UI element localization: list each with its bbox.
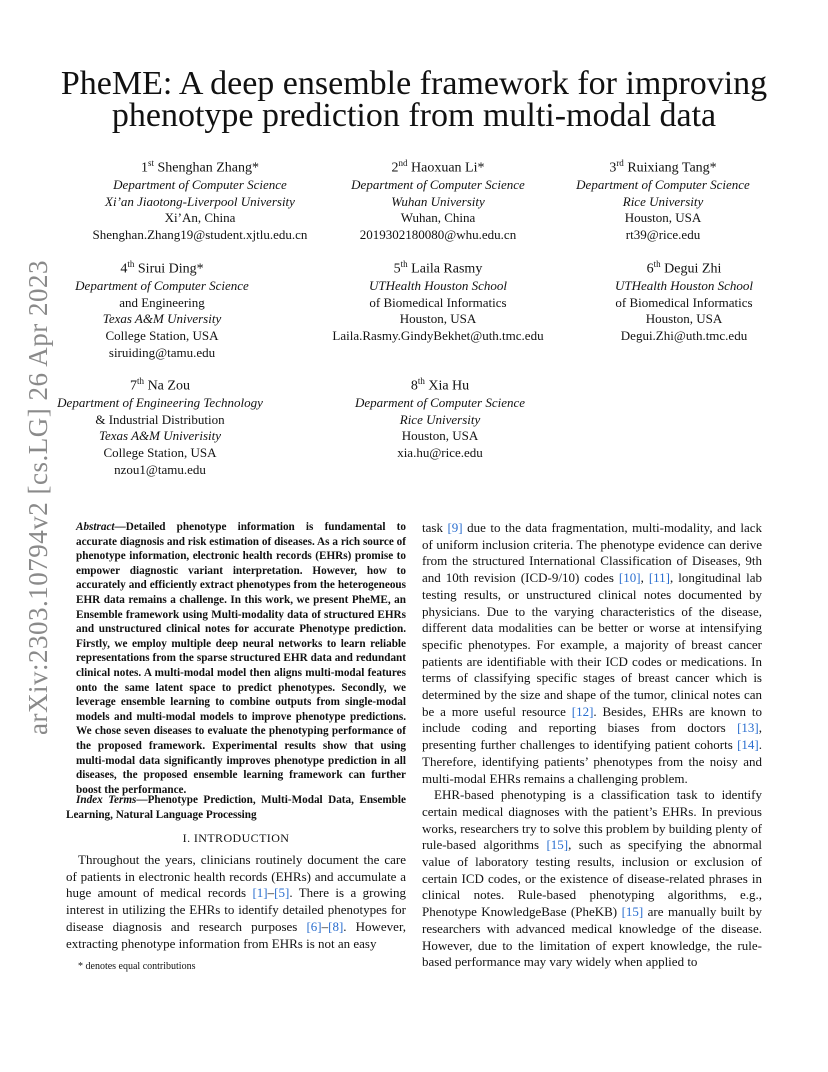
author-affiliation-line: Houston, USA [645,311,723,327]
author-affiliation-line: siruiding@tamu.edu [108,344,216,360]
author-name [30,373,290,395]
author-affiliation-line: Department of Computer Science [576,177,750,193]
author-ordinal: 4 [120,261,128,277]
title-line-2: phenotype prediction from multi-modal data [111,97,717,134]
author-name-text: Xia Hu [424,378,470,394]
author-affiliation-line: nzou1@tamu.edu [114,461,206,477]
author-affiliation-line: Texas A&M Univerisity [98,428,222,444]
body-text: due to the data fragmentation, multi-modality, and lack of uniform inclusion criteria. The phenotype evidence can derive from the structured International Classification of Diseases, 9th and 10th revision (ICD-9/10) codes [422,520,762,586]
author-affiliation-line: College Station, USA [105,328,219,344]
author-ordinal-suffix: th [400,259,408,269]
author-ordinal-suffix: th [417,376,425,386]
abstract-text: —Detailed phenotype information is fundamental to accurate diagnosis and risk estimation of diseases. As a rich source of phenotype information, electronic health records (EHRs) promise to empower diagnostic variant interpretation. However, how to accurately and efficiently extract phenotypes from the heterogeneous EHR data remains a challenge. In this work, we present PheME, an Ensemble framework using Multi-modality data of structured EHRs and unstructured clinical notes for accurate Phenotype prediction. Firstly, we employ multiple deep neural networks to learn reliable representations from the sparse structured EHR data and redundant clinical notes. A multi-modal model then aligns multi-modal features onto the same latent space to predict phenotypes. Secondly, we leverage ensemble learning to combine outputs from single-modal models and multi-modal models to improve phenotype predictions. We chose seven diseases to evaluate the phenotyping performance of the proposed framework. Experimental results show that using multi-modal data significantly improves phenotype prediction in all diseases, the proposed ensemble learning framework can further boost the performance. [76,521,406,796]
index-terms-label: Index Terms [76,794,137,806]
author-affiliation-line: Rice University [622,193,704,209]
author-name [70,155,330,177]
author-ordinal: 5 [393,261,401,277]
introduction-paragraph-right-2 [422,787,762,971]
author-name-text: Haoxuan Li* [407,160,485,176]
citation-link[interactable]: [1] [252,885,268,901]
author-name [310,373,570,395]
citation-link[interactable]: [6] [306,918,322,934]
body-text: , such as specifying the abnormal value of laboratory testing results, inclusion or exclusion of certain ICD codes, or the existence of disease-related phrases in clinical notes. Rule-based phenotyping algorithms, e.g., Phenotype KnowledgeBase (PheKB) [422,837,762,920]
author-block [70,155,330,244]
author-affiliation-line: Laila.Rasmy.GindyBekhet@uth.tmc.edu [332,328,544,344]
author-ordinal-suffix: th [137,376,145,386]
author-block [32,256,292,361]
author-affiliation-line: and Engineering [119,294,205,310]
body-text: . Therefore, identifying patients’ phenotypes from the noisy and multi-modal EHRs remains a challenging problem. [422,737,762,786]
body-text: task [422,520,448,535]
author-block [310,373,570,462]
title-line-1: PheME: A deep ensemble framework for improving [60,65,768,102]
author-name [554,256,814,278]
citation-link[interactable]: [9] [447,520,463,535]
author-ordinal: 7 [130,378,138,394]
author-affiliation-line: Xi’an Jiaotong-Liverpool University [105,193,295,209]
body-text: , longitudinal lab testing results, or unstructured clinical notes documented by physicians. Due to the varying characteristics of the disease, different data modalities can be better or worse at intensifying specific phenotypes. For example, a majority of breast cancer patients are identifiable with their ICD codes or medications. In terms of classifying specific stages of breast cancer which is determined by the size and shape of the tumor, clinical notes can be a more useful resource [422,570,762,719]
index-terms [66,793,406,822]
author-affiliation-line: xia.hu@rice.edu [397,445,483,461]
author-ordinal-suffix: th [127,259,135,269]
author-ordinal: 8 [410,378,418,394]
body-text: , [640,570,649,586]
citation-link[interactable]: [14] [737,737,759,753]
body-text: are manually built by researchers with advanced medical knowledge of the disease. However, due to the limitation of expert knowledge, the rule-based performance may vary widely when applied to [422,904,762,970]
author-ordinal-suffix: rd [616,158,624,168]
author-ordinal-suffix: st [148,158,155,168]
author-ordinal-suffix: th [653,259,661,269]
author-affiliation-line: Wuhan, China [400,210,476,226]
body-text: – [267,885,275,901]
right-column [422,520,762,971]
author-affiliation-line: Deparment of Computer Science [354,395,526,411]
body-text: EHR-based phenotyping is a classification task to identify certain medical diagnoses with the patient’s EHRs. In previous works, researchers try to solve this problem by building plenty of rule-based algorithms [422,787,762,853]
author-ordinal: 6 [646,261,654,277]
citation-link[interactable]: [8] [328,918,344,934]
author-name [533,155,793,177]
arxiv-identifier-text: arXiv:2303.10794v2 [cs.LG] 26 Apr 2023 [22,259,53,735]
author-affiliation-line: Department of Engineering Technology [57,395,263,411]
author-affiliation-line: Shenghan.Zhang19@student.xjtlu.edu.cn [92,227,308,243]
citation-link[interactable]: [15] [621,904,644,920]
citation-link[interactable]: [13] [737,720,759,736]
author-affiliation-line: & Industrial Distribution [95,411,225,427]
introduction-paragraph-right-1 [422,520,762,787]
abstract [76,520,406,797]
footnote-equal-contribution: * denotes equal contributions [78,961,196,972]
author-name-text: Degui Zhi [660,261,722,277]
author-name-text: Na Zou [144,378,190,394]
author-name [308,155,568,177]
author-affiliation-line: Rice University [399,411,481,427]
author-affiliation-line: of Biomedical Informatics [369,294,507,310]
index-terms-text: —Phenotype Prediction, Multi-Modal Data, Ensemble Learning, Natural Language Processing [66,794,406,821]
author-name-text: Sirui Ding* [134,261,204,277]
author-affiliation-line: Department of Computer Science [75,278,249,294]
author-affiliation-line: Houston, USA [401,428,479,444]
citation-link[interactable]: [5] [274,885,290,901]
author-name-text: Ruixiang Tang* [623,160,717,176]
author-ordinal: 1 [141,160,148,176]
citation-link[interactable]: [11] [648,570,671,586]
author-affiliation-line: Houston, USA [624,210,702,226]
author-affiliation-line: Department of Computer Science [113,177,287,193]
author-affiliation-line: Department of Computer Science [351,177,525,193]
author-affiliation-line: Wuhan University [391,193,485,209]
author-affiliation-line: 2019302180080@whu.edu.cn [359,227,517,243]
author-affiliation-line: of Biomedical Informatics [615,294,753,310]
paper-title [60,65,768,134]
author-name [308,256,568,278]
body-text: Throughout the years, clinicians routinely document the care of patients in electronic health records (EHRs) and accumulate a huge amount of medical records [66,852,406,901]
author-ordinal: 2 [391,160,399,176]
author-affiliation-line: UTHealth Houston School [615,278,753,294]
abstract-label: Abstract [76,521,115,533]
author-ordinal-suffix: nd [398,158,408,168]
author-block [30,373,290,478]
author-block [308,256,568,345]
author-affiliation-line: Houston, USA [399,311,477,327]
author-block [533,155,793,244]
author-name-text: Shenghan Zhang* [154,160,259,176]
author-affiliation-line: Texas A&M University [102,311,222,327]
author-affiliation-line: Degui.Zhi@uth.tmc.edu [620,328,748,344]
author-block [308,155,568,244]
author-ordinal: 3 [609,160,617,176]
section-heading-introduction: I. INTRODUCTION [182,831,290,845]
author-name [32,256,292,278]
body-text: – [321,918,329,934]
citation-link[interactable]: [12] [571,703,594,719]
body-text: . There is a growing interest in utilizing the EHRs to identify detailed phenotypes for disease diagnosis and research purposes [66,885,406,934]
body-text: . However, extracting phenotype information from EHRs is not an easy [66,918,407,951]
author-affiliation-line: College Station, USA [103,445,217,461]
author-block [554,256,814,345]
author-affiliation-line: UTHealth Houston School [369,278,507,294]
introduction-paragraph-left [66,852,406,952]
author-name-text: Laila Rasmy [407,261,483,277]
body-text: . Besides, EHRs are known to include coding and reporting biases from doctors [422,703,762,736]
citation-link[interactable]: [15] [546,837,569,853]
citation-link[interactable]: [10] [618,570,641,586]
author-affiliation-line: rt39@rice.edu [625,227,701,243]
author-affiliation-line: Xi’An, China [164,210,236,226]
body-text: , presenting further challenges to identifying patient cohorts [422,720,762,753]
